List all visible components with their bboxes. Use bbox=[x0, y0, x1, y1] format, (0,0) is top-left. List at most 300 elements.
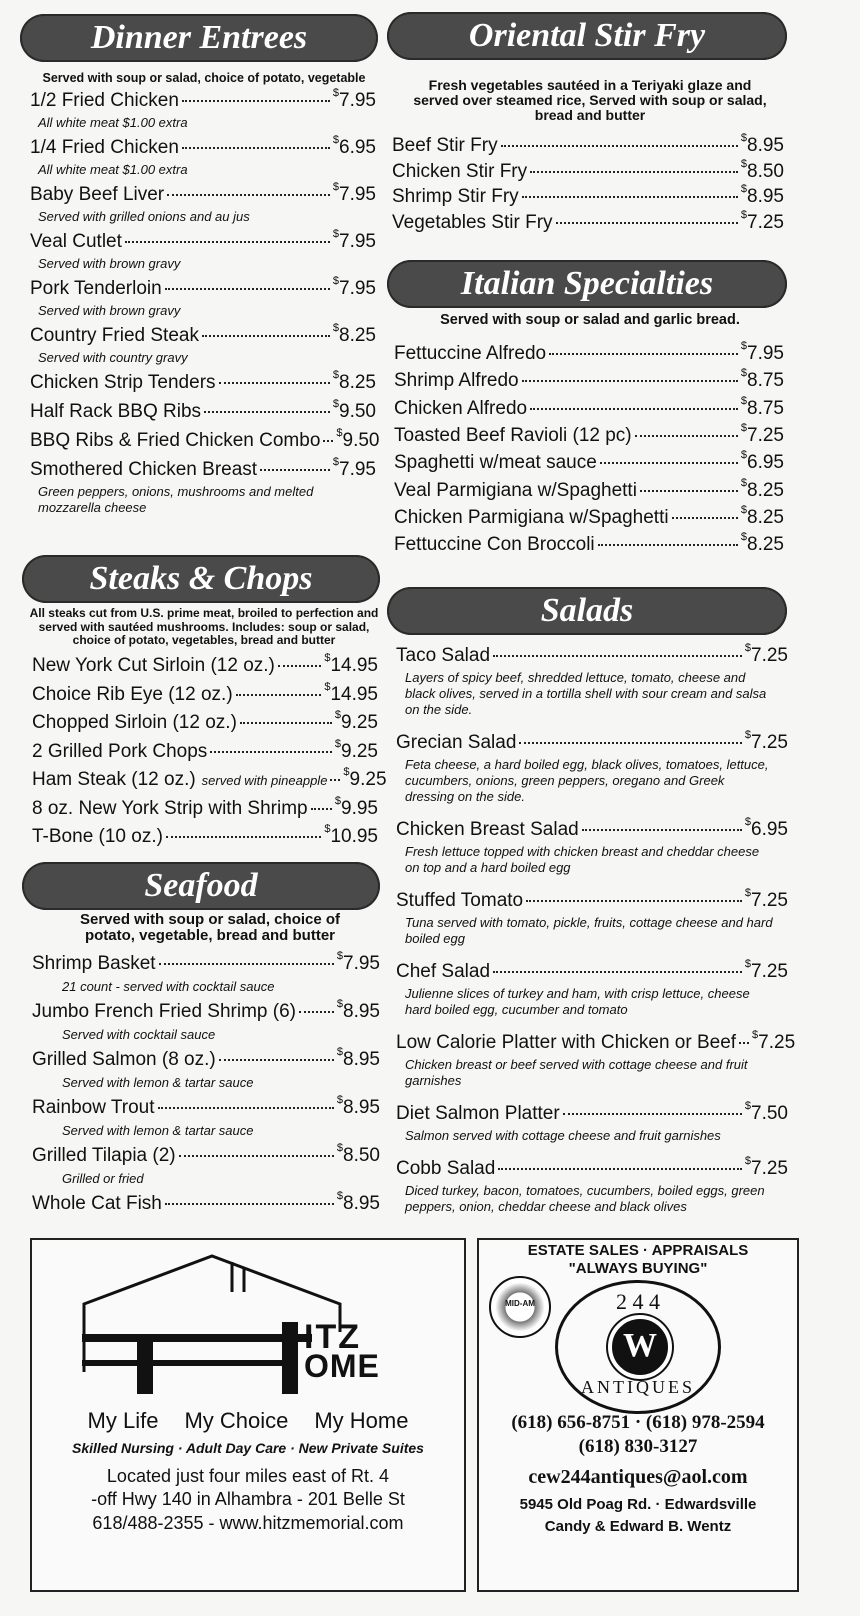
stirfry-item bbox=[392, 132, 784, 157]
item-price bbox=[336, 1190, 380, 1215]
price-value: 8.50 bbox=[343, 1145, 380, 1166]
stirfry-item bbox=[392, 157, 784, 183]
price-value: 7.95 bbox=[339, 90, 376, 111]
currency-symbol: $ bbox=[740, 421, 748, 434]
price-value: 8.95 bbox=[343, 1193, 380, 1214]
item-name: Chopped Sirloin (12 oz.) bbox=[32, 712, 237, 733]
item-description: Green peppers, onions, mushrooms and melted mozzarella cheese bbox=[38, 484, 314, 515]
dot-leader bbox=[165, 1203, 334, 1205]
item-price bbox=[336, 1046, 380, 1071]
item-name: Shrimp Stir Fry bbox=[392, 186, 519, 207]
salads-item bbox=[396, 1155, 788, 1180]
item-price bbox=[336, 1094, 380, 1119]
steaks-item bbox=[32, 823, 378, 848]
dot-leader bbox=[125, 241, 330, 243]
item-description: Layers of spicy beef, shredded lettuce, tomato, cheese and black olives, served in a tortilla shell with sour cream and salsa on the side. bbox=[405, 670, 767, 717]
item-price bbox=[740, 394, 784, 420]
hitz-contact: 618/488-2355 - www.hitzmemorial.com bbox=[92, 1513, 404, 1533]
item-price bbox=[332, 228, 376, 253]
price-value: 7.25 bbox=[751, 732, 788, 753]
hitz-services: Skilled Nursing · Adult Day Care · New Private Suites bbox=[72, 1440, 424, 1456]
price-value: 8.75 bbox=[747, 397, 784, 419]
mid-am-badge-text: MID-AM bbox=[505, 1299, 535, 1308]
price-value: 6.95 bbox=[339, 137, 376, 158]
price-value: 8.95 bbox=[747, 186, 784, 207]
salads-item bbox=[396, 958, 788, 983]
item-name: Low Calorie Platter with Chicken or Beef bbox=[396, 1032, 737, 1053]
item-name: Cobb Salad bbox=[396, 1158, 496, 1179]
currency-symbol: $ bbox=[744, 729, 752, 741]
seafood-item bbox=[32, 1046, 380, 1071]
currency-symbol: $ bbox=[744, 1155, 752, 1167]
item-price bbox=[324, 823, 378, 848]
item-price bbox=[332, 275, 376, 300]
item-price bbox=[740, 183, 784, 208]
item-price bbox=[332, 87, 376, 112]
antiques-email: cew244antiques@aol.com bbox=[528, 1466, 748, 1488]
item-name: T-Bone (10 oz.) bbox=[32, 826, 163, 847]
item-price bbox=[336, 950, 380, 975]
antiques-address: 5945 Old Poag Rd. · Edwardsville bbox=[519, 1496, 757, 1513]
item-price bbox=[740, 449, 784, 474]
price-value: 14.95 bbox=[330, 655, 378, 676]
item-price bbox=[740, 367, 784, 392]
price-value: 10.95 bbox=[330, 826, 378, 847]
dot-leader bbox=[260, 469, 330, 471]
item-price bbox=[744, 1155, 788, 1180]
item-price bbox=[744, 958, 788, 983]
italian-item bbox=[394, 340, 784, 365]
antiques-logo-word: ANTIQUES bbox=[581, 1377, 695, 1397]
salads-banner: Salads bbox=[387, 587, 787, 635]
currency-symbol: $ bbox=[332, 87, 340, 99]
currency-symbol: $ bbox=[332, 322, 340, 334]
price-value: 7.95 bbox=[339, 231, 376, 252]
dot-leader bbox=[219, 382, 330, 384]
item-price bbox=[752, 1029, 796, 1054]
seafood-item bbox=[32, 998, 380, 1023]
price-value: 9.25 bbox=[341, 740, 378, 762]
currency-symbol: $ bbox=[332, 275, 340, 287]
currency-symbol: $ bbox=[740, 183, 748, 195]
currency-symbol: $ bbox=[744, 887, 752, 899]
price-value: 6.95 bbox=[751, 819, 788, 840]
dot-leader bbox=[182, 100, 330, 102]
item-name: Fettuccine Con Broccoli bbox=[394, 534, 595, 556]
currency-symbol: $ bbox=[332, 398, 340, 410]
price-value: 7.95 bbox=[747, 343, 784, 364]
steaks-item bbox=[32, 652, 378, 677]
dot-leader bbox=[167, 194, 330, 196]
dinner-item bbox=[30, 87, 376, 112]
price-value: 7.25 bbox=[751, 645, 788, 666]
item-name: Fettuccine Alfredo bbox=[394, 343, 547, 364]
price-value: 8.25 bbox=[747, 534, 784, 556]
dot-leader bbox=[278, 665, 321, 667]
currency-symbol: $ bbox=[336, 950, 344, 962]
item-name: Country Fried Steak bbox=[30, 325, 199, 346]
currency-symbol: $ bbox=[324, 823, 331, 835]
dot-leader bbox=[582, 829, 742, 831]
currency-symbol: $ bbox=[343, 766, 350, 778]
dot-leader bbox=[522, 380, 738, 382]
item-price bbox=[740, 132, 784, 157]
tagline-my-life: My Life bbox=[87, 1408, 159, 1433]
item-description: Fresh lettuce topped with chicken breast and cheddar cheese on top and a hard boiled egg bbox=[405, 844, 760, 875]
dot-leader bbox=[165, 288, 330, 290]
item-price bbox=[332, 456, 376, 481]
dot-leader bbox=[210, 751, 332, 753]
currency-symbol: $ bbox=[744, 958, 752, 970]
currency-symbol: $ bbox=[334, 794, 342, 807]
steaks-item bbox=[32, 766, 387, 791]
item-price bbox=[332, 134, 376, 159]
item-name: Shrimp Alfredo bbox=[394, 370, 519, 392]
item-description: Tuna served with tomato, pickle, fruits, cottage cheese and hard boiled egg bbox=[405, 915, 773, 946]
dot-leader bbox=[640, 490, 738, 492]
item-name: Ham Steak (12 oz.) bbox=[32, 769, 196, 790]
item-price bbox=[744, 1100, 788, 1125]
oriental-stir-fry-intro: Fresh vegetables sautéed in a Teriyaki glaze and served over steamed rice, Served with soup or salad, bread and butter bbox=[413, 77, 767, 123]
item-price bbox=[324, 652, 378, 677]
price-value: 7.95 bbox=[339, 459, 376, 480]
price-value: 7.95 bbox=[343, 953, 380, 974]
dot-leader bbox=[493, 655, 742, 657]
currency-symbol: $ bbox=[332, 369, 340, 381]
price-value: 7.25 bbox=[751, 1158, 788, 1179]
antiques-header: ESTATE SALES · APPRAISALS bbox=[527, 1242, 749, 1259]
salads-item bbox=[396, 1100, 788, 1125]
currency-symbol: $ bbox=[740, 531, 748, 544]
w-logo-letter: W bbox=[623, 1327, 657, 1364]
item-description: Served with country gravy bbox=[38, 350, 188, 365]
item-name: Chef Salad bbox=[396, 961, 491, 982]
item-price bbox=[740, 208, 784, 234]
price-value: 8.25 bbox=[339, 372, 376, 393]
item-name: Grecian Salad bbox=[396, 732, 517, 753]
currency-symbol: $ bbox=[740, 367, 748, 380]
dinner-item bbox=[30, 398, 376, 423]
price-value: 9.50 bbox=[342, 430, 380, 451]
hitz-tagline bbox=[32, 1408, 464, 1434]
currency-symbol: $ bbox=[332, 456, 340, 468]
item-price bbox=[332, 322, 376, 347]
currency-symbol: $ bbox=[740, 157, 748, 170]
item-name: Rainbow Trout bbox=[32, 1097, 155, 1118]
currency-symbol: $ bbox=[740, 476, 748, 489]
steaks-chops-intro: All steaks cut from U.S. prime meat, broiled to perfection and served with sautéed mushrooms. Includes: soup or salad, choice of potato, vegetables, bread and butter bbox=[29, 606, 379, 647]
dot-leader bbox=[166, 836, 321, 838]
salads-item bbox=[396, 729, 788, 754]
dot-leader bbox=[330, 779, 340, 781]
item-name: 8 oz. New York Strip with Shrimp bbox=[32, 797, 308, 819]
item-description: All white meat $1.00 extra bbox=[38, 115, 188, 130]
item-price bbox=[324, 680, 378, 706]
item-price bbox=[343, 766, 387, 791]
item-name: Taco Salad bbox=[396, 645, 491, 666]
antiques-phones: (618) 656-8751 · (618) 978-2594 bbox=[511, 1412, 765, 1433]
item-price bbox=[740, 421, 784, 447]
dot-leader bbox=[159, 963, 334, 965]
item-name: Veal Cutlet bbox=[30, 231, 122, 252]
currency-symbol: $ bbox=[744, 816, 752, 828]
currency-symbol: $ bbox=[336, 1142, 344, 1154]
price-value: 9.50 bbox=[339, 401, 376, 422]
item-name: Toasted Beef Ravioli (12 pc) bbox=[394, 424, 632, 446]
italian-item bbox=[394, 394, 784, 420]
dot-leader bbox=[501, 145, 738, 147]
item-description: Served with lemon & tartar sauce bbox=[62, 1075, 254, 1090]
steaks-item bbox=[32, 709, 378, 734]
currency-symbol: $ bbox=[740, 394, 748, 407]
item-name: Whole Cat Fish bbox=[32, 1193, 162, 1214]
price-value: 8.95 bbox=[343, 1097, 380, 1118]
price-value: 8.75 bbox=[747, 370, 784, 392]
hitz-location-line1: Located just four miles east of Rt. 4 bbox=[106, 1466, 390, 1486]
item-price bbox=[744, 642, 788, 667]
dot-leader bbox=[526, 900, 742, 902]
price-value: 7.25 bbox=[758, 1032, 796, 1053]
steaks-item bbox=[32, 680, 378, 706]
item-name: Half Rack BBQ Ribs bbox=[30, 401, 202, 422]
hitz-home-ad bbox=[30, 1238, 466, 1592]
dot-leader bbox=[598, 544, 738, 546]
antiques-logo bbox=[555, 1280, 721, 1414]
dinner-item bbox=[30, 134, 376, 159]
price-value: 9.95 bbox=[341, 797, 378, 819]
item-price bbox=[336, 998, 380, 1023]
italian-item bbox=[394, 503, 784, 529]
item-price bbox=[336, 427, 380, 452]
price-value: 6.95 bbox=[747, 452, 784, 474]
dinner-item bbox=[30, 228, 376, 253]
currency-symbol: $ bbox=[336, 1190, 344, 1202]
price-value: 7.25 bbox=[751, 961, 788, 982]
item-description: Grilled or fried bbox=[62, 1171, 144, 1186]
steaks-item bbox=[32, 737, 378, 763]
price-value: 14.95 bbox=[330, 683, 378, 705]
item-description: Chicken breast or beef served with cottage cheese and fruit garnishes bbox=[405, 1057, 748, 1088]
item-name: Chicken Stir Fry bbox=[392, 160, 528, 182]
price-value: 7.95 bbox=[339, 278, 376, 299]
dinner-item bbox=[30, 181, 376, 206]
currency-symbol: $ bbox=[336, 427, 343, 439]
dot-leader bbox=[240, 722, 332, 724]
currency-symbol: $ bbox=[740, 449, 748, 462]
dinner-item bbox=[30, 322, 376, 347]
item-price bbox=[332, 398, 376, 423]
mid-am-badge-icon bbox=[489, 1276, 551, 1338]
currency-symbol: $ bbox=[336, 1046, 344, 1058]
dot-leader bbox=[299, 1011, 334, 1013]
dot-leader bbox=[179, 1155, 334, 1157]
item-name: Chicken Strip Tenders bbox=[30, 372, 216, 393]
seafood-intro: Served with soup or salad, choice of potato, vegetable, bread and butter bbox=[79, 911, 341, 944]
item-description: Feta cheese, a hard boiled egg, black olives, tomatoes, lettuce, cucumbers, onions, green peppers, oregano and Greek dressing on the side. bbox=[405, 757, 769, 804]
currency-symbol: $ bbox=[332, 181, 340, 193]
item-name: Shrimp Basket bbox=[32, 953, 156, 974]
dot-leader bbox=[323, 440, 333, 442]
item-description: Diced turkey, bacon, tomatoes, cucumbers, boiled eggs, green peppers, onion, cheddar cheese and black olives bbox=[405, 1183, 765, 1214]
item-name: Stuffed Tomato bbox=[396, 890, 524, 911]
item-description: 21 count - served with cocktail sauce bbox=[62, 979, 275, 994]
item-description: Served with brown gravy bbox=[38, 303, 181, 318]
item-name: BBQ Ribs & Fried Chicken Combo bbox=[30, 430, 321, 451]
dot-leader bbox=[202, 335, 330, 337]
dot-leader bbox=[556, 222, 738, 224]
dot-leader bbox=[563, 1113, 742, 1115]
currency-symbol: $ bbox=[744, 642, 752, 654]
price-value: 7.25 bbox=[751, 890, 788, 911]
currency-symbol: $ bbox=[336, 1094, 344, 1106]
item-name: Grilled Tilapia (2) bbox=[32, 1145, 176, 1166]
dot-leader bbox=[530, 408, 738, 410]
dot-leader bbox=[519, 742, 741, 744]
dinner-item bbox=[30, 456, 376, 481]
italian-item bbox=[394, 476, 784, 502]
dinner-entrees-banner: Dinner Entrees bbox=[20, 14, 378, 62]
currency-symbol: $ bbox=[334, 737, 342, 750]
antiques-ad bbox=[477, 1238, 799, 1592]
currency-symbol: $ bbox=[740, 132, 748, 144]
dot-leader bbox=[530, 171, 738, 173]
price-value: 8.25 bbox=[747, 479, 784, 501]
price-value: 8.95 bbox=[343, 1049, 380, 1070]
dot-leader bbox=[158, 1107, 334, 1109]
item-price bbox=[332, 369, 376, 394]
price-value: 8.95 bbox=[747, 135, 784, 156]
price-value: 9.25 bbox=[349, 769, 387, 790]
item-name: Beef Stir Fry bbox=[392, 135, 498, 156]
item-name: Grilled Salmon (8 oz.) bbox=[32, 1049, 216, 1070]
item-description: All white meat $1.00 extra bbox=[38, 162, 188, 177]
stirfry-item bbox=[392, 183, 784, 208]
item-price bbox=[740, 503, 784, 529]
item-name: 2 Grilled Pork Chops bbox=[32, 740, 208, 762]
currency-symbol: $ bbox=[334, 709, 342, 721]
item-name: Vegetables Stir Fry bbox=[392, 211, 553, 233]
item-name: Pork Tenderloin bbox=[30, 278, 162, 299]
tagline-my-choice: My Choice bbox=[184, 1408, 289, 1433]
currency-symbol: $ bbox=[332, 134, 340, 146]
price-value: 8.25 bbox=[747, 506, 784, 528]
item-name: Diet Salmon Platter bbox=[396, 1103, 560, 1124]
antiques-owners: Candy & Edward B. Wentz bbox=[544, 1518, 732, 1535]
item-name: Chicken Breast Salad bbox=[396, 819, 579, 840]
seafood-item bbox=[32, 1142, 380, 1167]
currency-symbol: $ bbox=[740, 208, 748, 221]
item-name: Choice Rib Eye (12 oz.) bbox=[32, 683, 233, 705]
currency-symbol: $ bbox=[324, 652, 331, 664]
item-name: Chicken Alfredo bbox=[394, 397, 528, 419]
currency-symbol: $ bbox=[740, 340, 748, 352]
price-value: 7.25 bbox=[747, 424, 784, 446]
item-price bbox=[744, 729, 788, 754]
steaks-chops-banner: Steaks & Chops bbox=[22, 555, 380, 603]
currency-symbol: $ bbox=[752, 1029, 759, 1041]
item-price bbox=[744, 887, 788, 912]
tagline-my-home: My Home bbox=[314, 1408, 409, 1433]
antiques-logo-number: 2 4 4 bbox=[616, 1289, 660, 1314]
item-price bbox=[334, 737, 378, 763]
dot-leader bbox=[311, 808, 332, 810]
item-description: Julienne slices of turkey and ham, with crisp lettuce, cheese hard boiled egg, cucumber and tomato bbox=[405, 986, 750, 1017]
item-price bbox=[334, 794, 378, 820]
price-value: 7.25 bbox=[747, 211, 784, 233]
item-description: Served with grilled onions and au jus bbox=[38, 209, 250, 224]
item-name: 1/2 Fried Chicken bbox=[30, 90, 179, 111]
dinner-item bbox=[30, 275, 376, 300]
dot-leader bbox=[739, 1042, 749, 1044]
hitz-logo-itz: ITZ bbox=[304, 1318, 361, 1356]
dot-leader bbox=[672, 517, 738, 519]
italian-item bbox=[394, 421, 784, 447]
price-value: 9.25 bbox=[341, 712, 378, 733]
steaks-item bbox=[32, 794, 378, 820]
italian-item bbox=[394, 531, 784, 556]
seafood-item bbox=[32, 1190, 380, 1215]
price-value: 8.25 bbox=[339, 325, 376, 346]
italian-specialties-intro: Served with soup or salad and garlic bread. bbox=[440, 312, 740, 328]
price-value: 8.95 bbox=[343, 1001, 380, 1022]
item-name: Smothered Chicken Breast bbox=[30, 459, 258, 480]
item-name: 1/4 Fried Chicken bbox=[30, 137, 179, 158]
currency-symbol: $ bbox=[324, 680, 331, 693]
dot-leader bbox=[522, 196, 738, 198]
salads-item bbox=[396, 1029, 796, 1054]
price-value: 7.95 bbox=[339, 184, 376, 205]
stirfry-item bbox=[392, 208, 784, 234]
item-name: Jumbo French Fried Shrimp (6) bbox=[32, 1001, 296, 1022]
dot-leader bbox=[498, 1168, 742, 1170]
item-price bbox=[744, 816, 788, 841]
item-description: Served with cocktail sauce bbox=[62, 1027, 216, 1042]
item-price bbox=[740, 476, 784, 502]
salads-item bbox=[396, 816, 788, 841]
italian-specialties-banner: Italian Specialties bbox=[387, 260, 787, 308]
item-description: Salmon served with cottage cheese and fruit garnishes bbox=[405, 1128, 721, 1143]
hitz-location-line2: -off Hwy 140 in Alhambra - 201 Belle St bbox=[91, 1489, 405, 1509]
item-name: Spaghetti w/meat sauce bbox=[394, 452, 597, 474]
item-description: Served with lemon & tartar sauce bbox=[62, 1123, 254, 1138]
currency-symbol: $ bbox=[744, 1100, 752, 1112]
item-note: served with pineapple bbox=[201, 773, 328, 788]
currency-symbol: $ bbox=[740, 503, 748, 516]
dinner-item bbox=[30, 369, 376, 394]
item-price bbox=[332, 181, 376, 206]
dot-leader bbox=[635, 435, 738, 437]
item-price bbox=[740, 340, 784, 365]
salads-item bbox=[396, 887, 788, 912]
italian-item bbox=[394, 367, 784, 392]
item-name: Chicken Parmigiana w/Spaghetti bbox=[394, 506, 669, 528]
oriental-stir-fry-banner: Oriental Stir Fry bbox=[387, 12, 787, 60]
dot-leader bbox=[204, 411, 330, 413]
dot-leader bbox=[182, 147, 330, 149]
currency-symbol: $ bbox=[336, 998, 344, 1010]
item-name: New York Cut Sirloin (12 oz.) bbox=[32, 655, 275, 676]
dinner-item bbox=[30, 427, 380, 452]
salads-item bbox=[396, 642, 788, 667]
dot-leader bbox=[219, 1059, 334, 1061]
item-name: Baby Beef Liver bbox=[30, 184, 165, 205]
hitz-logo bbox=[82, 1312, 422, 1392]
italian-item bbox=[394, 449, 784, 474]
w-logo-icon bbox=[608, 1315, 672, 1379]
item-price bbox=[336, 1142, 380, 1167]
dot-leader bbox=[549, 353, 738, 355]
antiques-phone-3: (618) 830-3127 bbox=[578, 1436, 698, 1457]
